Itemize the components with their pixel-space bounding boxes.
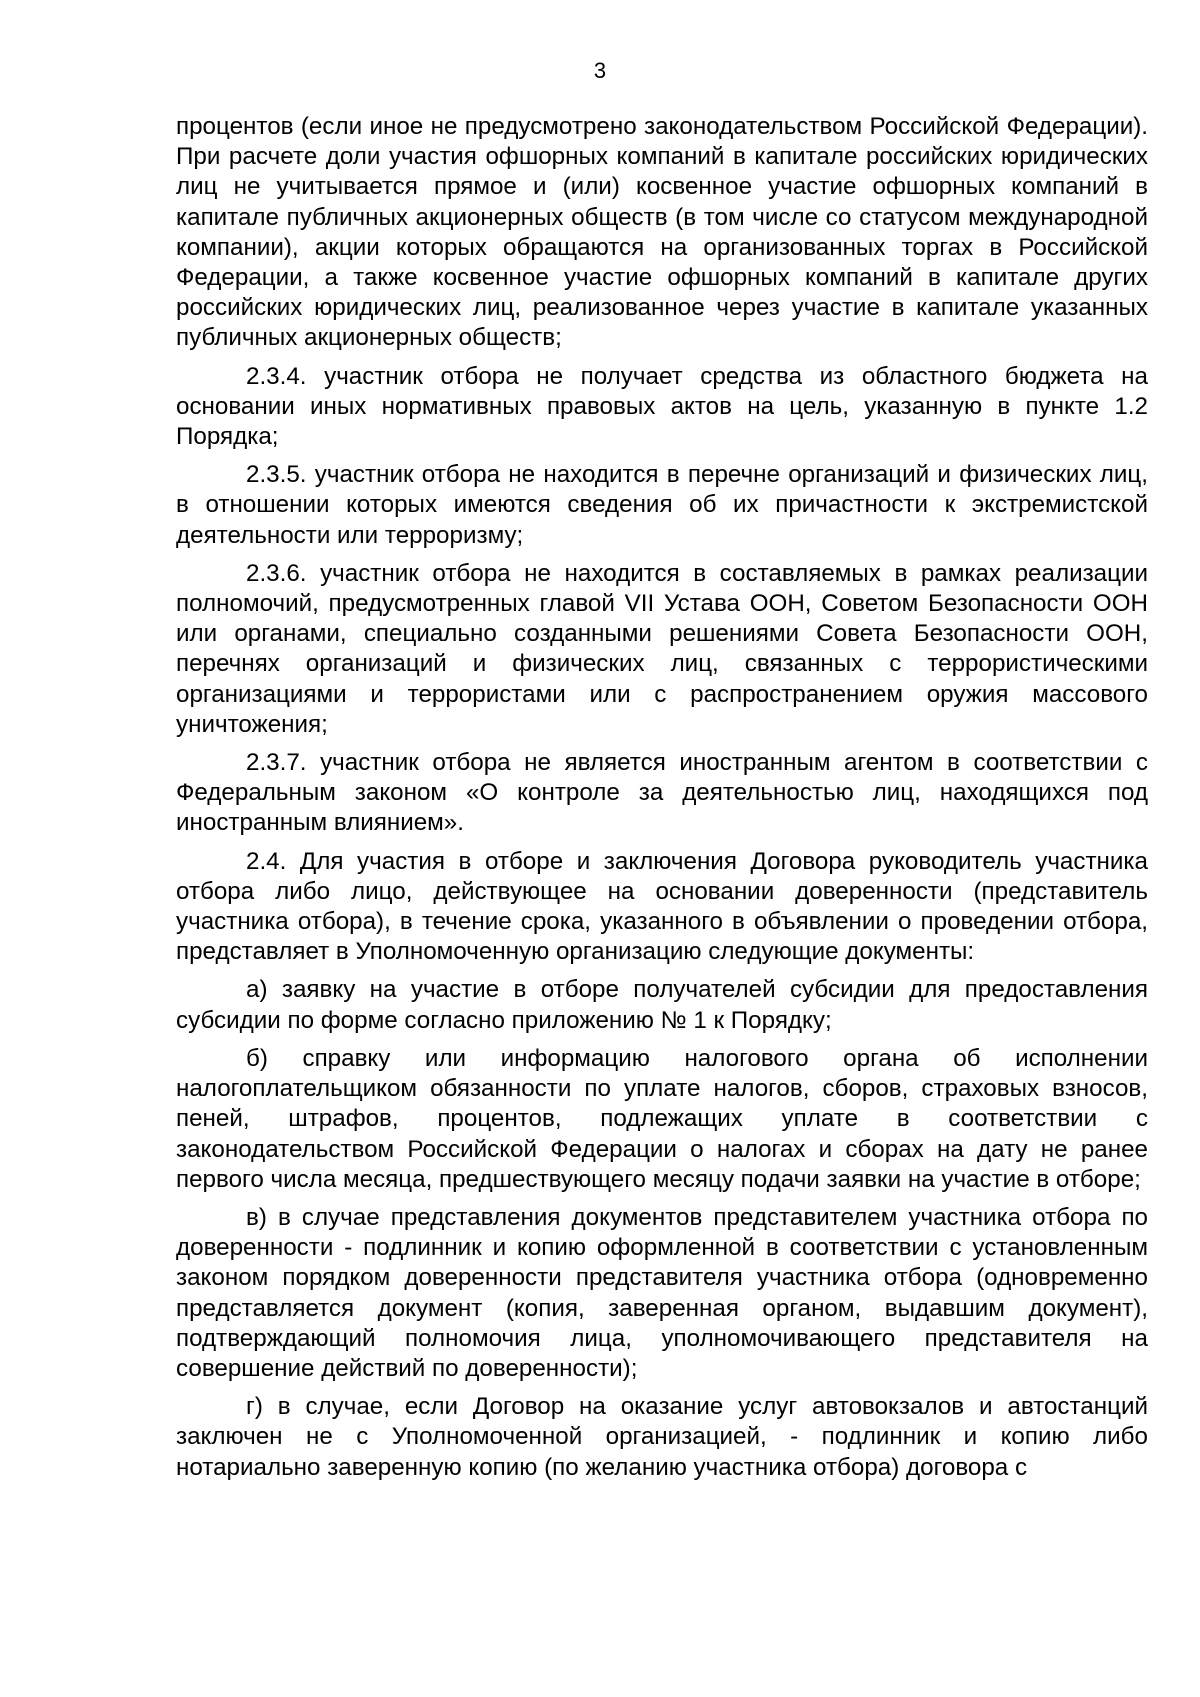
paragraph-2-3-4: 2.3.4. участник отбора не получает средства из областного бюджета на основании иных нормативных правовых актов на цель, указанную в пункте 1.2 Порядка; [176, 362, 1148, 451]
paragraph-item-b: б) справку или информацию налогового органа об исполнении налогоплательщиком обязанности по уплате налогов, сборов, страховых взносов, пеней, штрафов, процентов, подлежащих уплате в соответствии с законодательством Российской Федерации о налогах и сборах на дату не ранее первого числа месяца, предшествующего месяцу подачи заявки на участие в отборе; [176, 1044, 1148, 1193]
paragraph-item-g: г) в случае, если Договор на оказание услуг автовокзалов и автостанций заключен не с Уполномоченной организацией, - подлинник и копию либо нотариально заверенную копию (по желанию участника отбора) договора с [176, 1393, 1148, 1481]
paragraph-offshore-continuation: процентов (если иное не предусмотрено законодательством Российской Федерации). При расчете доли участия офшорных компаний в капитале российских юридических лиц не учитывается прямое и (или) косвенное участие офшорных компаний в капитале публичных акционерных обществ (в том числе со статусом международной компании), акции которых обращаются на организованных торгах в Российской Федерации, а также косвенное участие офшорных компаний в капитале других российских юридических лиц, реализованное через участие в капитале указанных публичных акционерных обществ; [176, 113, 1148, 352]
paragraph-2-4: 2.4. Для участия в отборе и заключения Договора руководитель участника отбора либо лицо, действующее на основании доверенности (представитель участника отбора), в течение срока, указанного в объявлении о проведении отбора, представляет в Уполномоченную организацию следующие документы: [176, 847, 1148, 966]
page-number: 3 [593, 58, 607, 83]
paragraph-2-3-5: 2.3.5. участник отбора не находится в перечне организаций и физических лиц, в отношении которых имеются сведения об их причастности к экстремистской деятельности или терроризму; [176, 461, 1148, 549]
paragraph-item-a: а) заявку на участие в отборе получателей субсидии для предоставления субсидии по форме согласно приложению № 1 к Порядку; [176, 976, 1148, 1034]
paragraph-item-v: в) в случае представления документов представителем участника отбора по доверенности - подлинник и копию оформленной в соответствии с установленным законом порядком доверенности представителя участника отбора (одновременно представляется документ (копия, заверенная органом, выдавшим документ), подтверждающий полномочия лица, уполномочивающего представителя на совершение действий по доверенности); [176, 1203, 1148, 1382]
paragraph-2-3-7: 2.3.7. участник отбора не является иностранным агентом в соответствии с Федеральным законом «О контроле за деятельностью лиц, находящихся под иностранным влиянием». [176, 749, 1148, 837]
document-body [176, 112, 1148, 1491]
paragraph-2-3-6: 2.3.6. участник отбора не находится в составляемых в рамках реализации полномочий, предусмотренных главой VII Устава ООН, Советом Безопасности ООН или органами, специально созданными решениями Совета Безопасности ООН, перечнях организаций и физических лиц, связанных с террористическими организациями и террористами или с распространением оружия массового уничтожения; [176, 559, 1148, 738]
